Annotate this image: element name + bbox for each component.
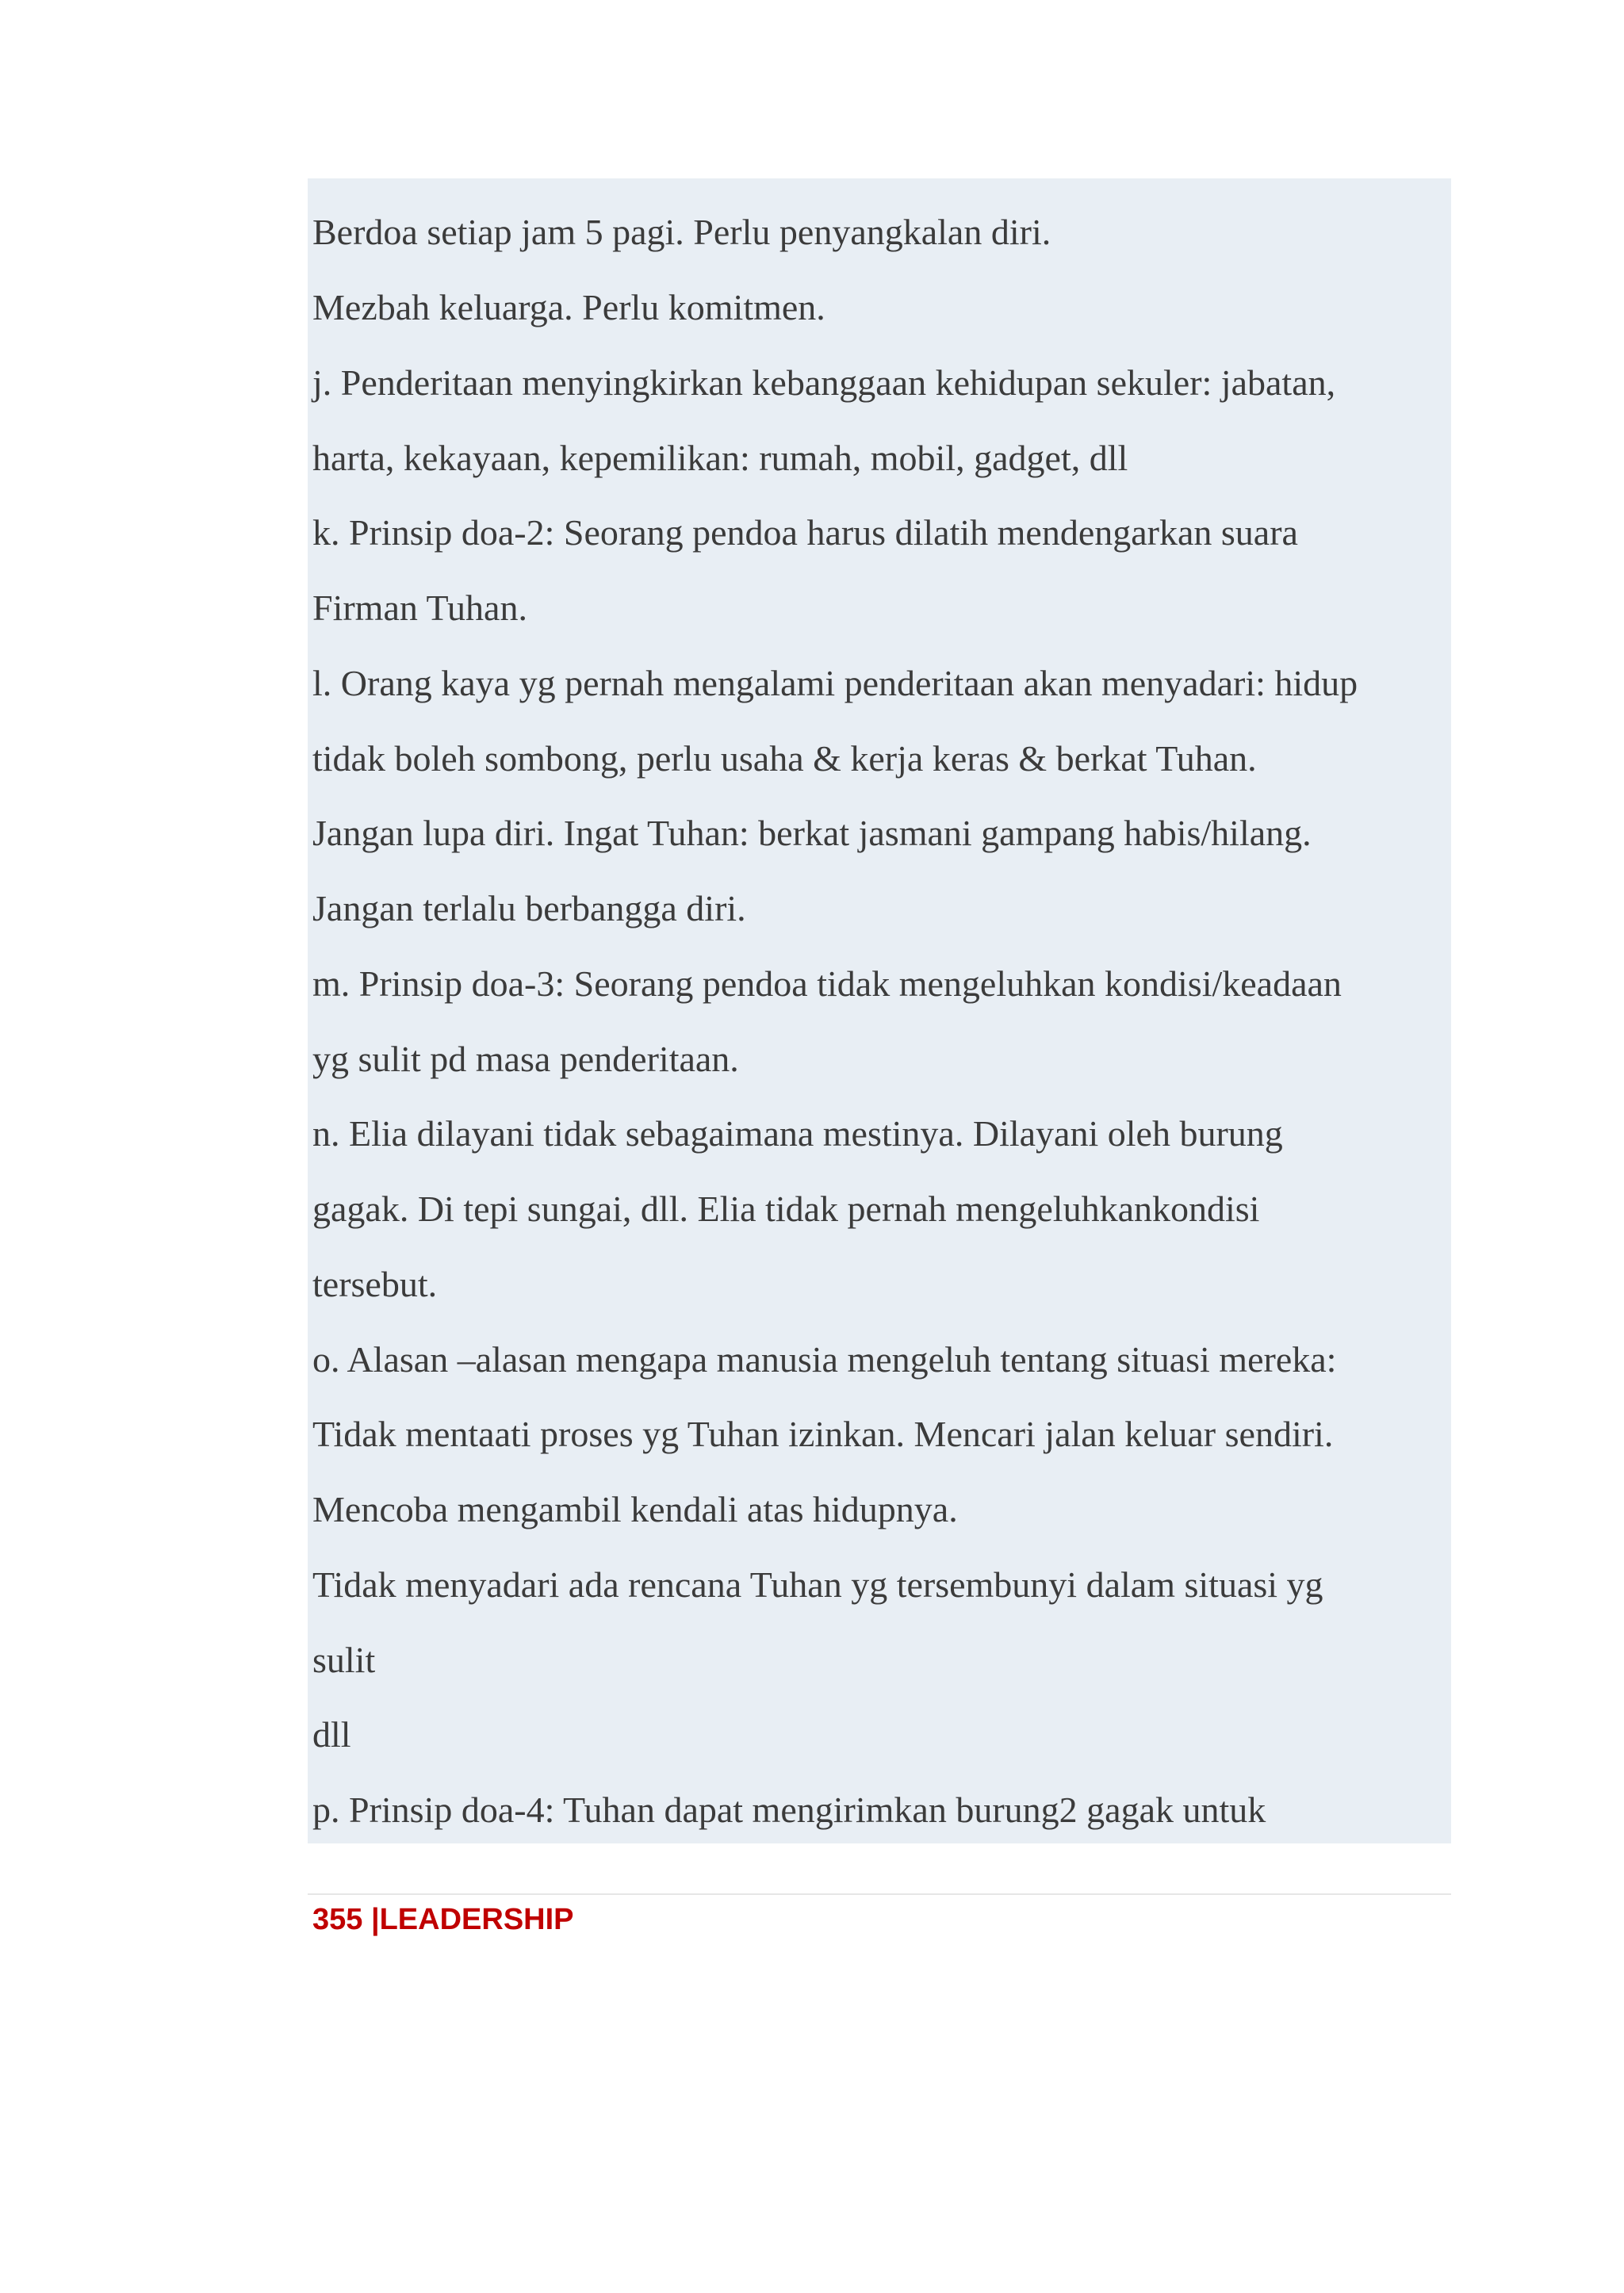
text-line: Jangan lupa diri. Ingat Tuhan: berkat jasmani gampang habis/hilang. [312,813,1312,853]
text-line: n. Elia dilayani tidak sebagaimana mestinya. Dilayani oleh burung [312,1113,1283,1154]
text-line: harta, kekayaan, kepemilikan: rumah, mobil, gadget, dll [312,438,1128,478]
text-line: Berdoa setiap jam 5 pagi. Perlu penyangkalan diri. [312,212,1051,252]
text-line: j. Penderitaan menyingkirkan kebanggaan kehidupan sekuler: jabatan, [312,362,1336,403]
text-line: Mencoba mengambil kendali atas hidupnya. [312,1489,958,1529]
text-block [308,178,1451,1843]
footer-divider [308,1893,1451,1895]
text-line: Jangan terlalu berbangga diri. [312,888,746,928]
text-line: p. Prinsip doa-4: Tuhan dapat mengirimkan burung2 gagak untuk [312,1790,1266,1830]
text-line: o. Alasan –alasan mengapa manusia mengeluh tentang situasi mereka: [312,1339,1337,1380]
text-line: gagak. Di tepi sungai, dll. Elia tidak pernah mengeluhkankondisi [312,1189,1260,1229]
text-line: k. Prinsip doa-2: Seorang pendoa harus dilatih mendengarkan suara [312,512,1298,553]
text-line: tidak boleh sombong, perlu usaha & kerja keras & berkat Tuhan. [312,738,1257,779]
text-line: m. Prinsip doa-3: Seorang pendoa tidak mengeluhkan kondisi/keadaan [312,963,1342,1004]
text-line: yg sulit pd masa penderitaan. [312,1039,739,1079]
text-line: Tidak mentaati proses yg Tuhan izinkan. Mencari jalan keluar sendiri. [312,1414,1334,1454]
text-line: Tidak menyadari ada rencana Tuhan yg tersembunyi dalam situasi yg [312,1564,1323,1605]
text-line: Mezbah keluarga. Perlu komitmen. [312,287,825,327]
text-line: sulit [312,1640,376,1680]
text-line: l. Orang kaya yg pernah mengalami penderitaan akan menyadari: hidup [312,663,1358,703]
page-footer-label: 355 |LEADERSHIP [312,1903,574,1936]
text-line: Firman Tuhan. [312,588,527,628]
text-line: tersebut. [312,1264,438,1304]
text-line: dll [312,1714,351,1755]
